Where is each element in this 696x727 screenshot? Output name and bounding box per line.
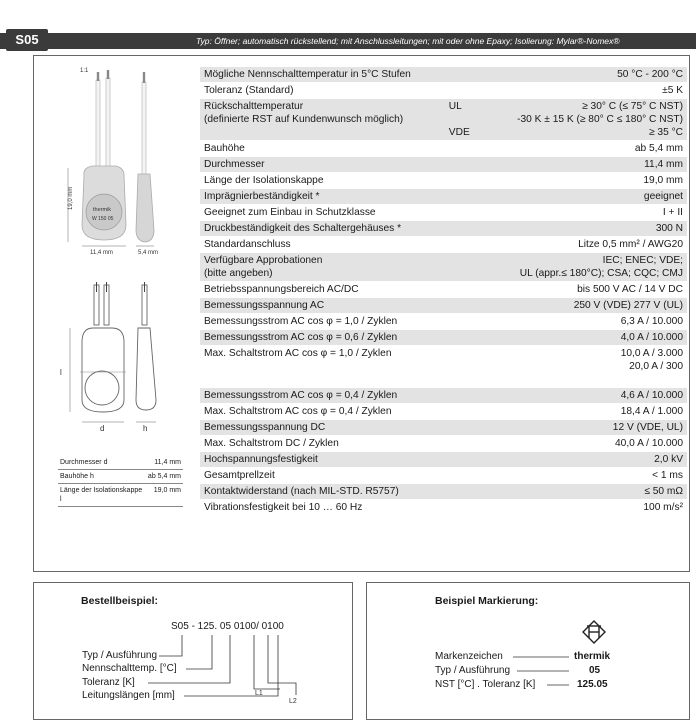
spec-label: Länge der Isolationskappe [204, 175, 324, 186]
spec-label: Vibrationsfestigkeit bei 10 … 60 Hz [204, 502, 363, 513]
spec-row [200, 388, 687, 404]
product-code-badge: S05 [6, 29, 48, 51]
marking-label-brand: Markenzeichen [435, 651, 503, 662]
spec-value: ab 5,4 mm [634, 143, 683, 154]
spec-row [200, 205, 687, 221]
scale-label: 1:1 [80, 68, 89, 74]
spec-label: Verfügbare Approbationen [204, 255, 323, 266]
spec-label: Rückschalttemperatur [204, 101, 304, 112]
spec-value: 40,0 A / 10.000 [615, 438, 683, 449]
spec-row [200, 420, 687, 436]
spec-label: Druckbeständigkeit des Schaltergehäuses * [204, 223, 402, 234]
spec-row [200, 500, 687, 516]
spec-value: 19,0 mm [643, 175, 683, 186]
spec-row [200, 221, 687, 237]
spec-row [200, 298, 687, 314]
spec-value: 10,0 A / 3.000 [620, 348, 683, 359]
marking-value-brand: thermik [574, 651, 611, 662]
spec-row [200, 330, 687, 346]
spec-row [200, 404, 687, 420]
spec-row [200, 468, 687, 484]
dimension-label: Bauhöhe h [58, 470, 146, 484]
spec-value: 100 m/s² [643, 502, 683, 513]
spec-value: geeignet [643, 191, 683, 202]
spec-row [200, 99, 687, 141]
l1-label: L1 [255, 690, 263, 697]
spec-value: 50 °C - 200 °C [617, 69, 683, 80]
order-example-panel [33, 582, 353, 720]
order-line-type: Typ / Ausführung [82, 650, 158, 661]
spec-value: ≤ 50 mΩ [644, 486, 683, 497]
dimension-value: 11,4 mm [146, 456, 183, 470]
marking-leader-lines [367, 583, 691, 721]
marking-label-temperature: NST [°C] . Toleranz [K] [435, 679, 536, 690]
line-drawing [80, 282, 156, 412]
spec-label: Betriebsspannungsbereich AC/DC [204, 284, 359, 295]
dimension-value: 19,0 mm [146, 484, 183, 507]
spec-label: Max. Schaltstrom AC cos φ = 1,0 / Zyklen [204, 348, 392, 359]
spec-row [200, 141, 687, 157]
spec-value: ≥ 35 °C [648, 127, 683, 138]
dimension-label: Durchmesser d [58, 456, 146, 470]
spec-row [200, 189, 687, 205]
spec-label: Kontaktwiderstand (nach MIL-STD. R5757) [204, 486, 399, 497]
spec-value: 18,4 A / 1.000 [620, 406, 683, 417]
dimension-d: d [100, 424, 105, 433]
spec-row [200, 253, 687, 282]
width-dimension: 11,4 mm [90, 250, 113, 256]
spec-row [200, 157, 687, 173]
spec-label: Durchmesser [204, 159, 265, 170]
order-code: S05 - 125. 05 0100/ 0100 [171, 621, 284, 632]
spec-label: Mögliche Nennschalttemperatur in 5°C Stufen [204, 69, 411, 80]
depth-dimension: 5,4 mm [138, 250, 159, 256]
spec-value: 11,4 mm [644, 159, 683, 170]
spec-value: ±5 K [662, 85, 683, 96]
technical-drawing [38, 60, 188, 520]
spec-label: Bauhöhe [204, 143, 245, 154]
l2-label: L2 [289, 698, 297, 705]
spec-row [200, 83, 687, 99]
spec-value: UL (appr.≤ 180°C); CSA; CQC; CMJ [519, 268, 683, 279]
part-imprint: W 150 05 [92, 216, 114, 222]
spec-label: Bemessungsstrom AC cos φ = 0,4 / Zyklen [204, 390, 398, 401]
height-dimension: 19,0 mm [68, 186, 74, 210]
spec-value: 6,3 A / 10.000 [620, 316, 683, 327]
dimension-l: l [60, 368, 62, 377]
spec-label-note: (definierte RST auf Kundenwunsch möglich) [204, 114, 404, 125]
spec-value: IEC; ENEC; VDE; [602, 255, 683, 266]
dimension-row [58, 456, 183, 470]
product-subtitle: Typ: Öffner; automatisch rückstellend; mit Anschlussleitungen; mit oder ohne Epaxy; Isolierung: Mylar®-Nomex® [196, 36, 620, 46]
spec-standard-vde: VDE [448, 127, 470, 138]
spec-value: 20,0 A / 300 [629, 361, 683, 372]
spec-value: 2,0 kV [654, 454, 683, 465]
dimension-value: ab 5,4 mm [146, 470, 183, 484]
marking-value-type: 05 [589, 665, 601, 676]
spec-label-note: (bitte angeben) [204, 268, 273, 279]
spec-label: Max. Schaltstrom DC / Zyklen [204, 438, 339, 449]
spec-value: bis 500 V AC / 14 V DC [577, 284, 683, 295]
order-connector-lines [34, 583, 354, 721]
spec-label: Bemessungsspannung AC [204, 300, 325, 311]
spec-standard-ul: UL [448, 101, 462, 112]
spec-value: 300 N [655, 223, 683, 234]
order-example-title: Bestellbeispiel: [81, 595, 159, 607]
drawing-svg [38, 60, 188, 455]
marking-example-title: Beispiel Markierung: [435, 595, 539, 607]
spec-label: Bemessungsstrom AC cos φ = 1,0 / Zyklen [204, 316, 398, 327]
spec-value: 4,0 A / 10.000 [620, 332, 683, 343]
marking-label-type: Typ / Ausführung [435, 665, 511, 676]
marking-value-temperature: 125.05 [577, 679, 608, 690]
spec-row [200, 237, 687, 253]
order-line-temperature: Nennschalttemp. [°C] [82, 663, 177, 674]
spec-value: 4,6 A / 10.000 [620, 390, 683, 401]
front-view-drawing [82, 70, 126, 240]
spec-value: < 1 ms [652, 470, 683, 481]
marking-example-panel [366, 582, 690, 720]
spec-label: Max. Schaltstrom AC cos φ = 0,4 / Zyklen [204, 406, 392, 417]
spec-row [200, 346, 687, 388]
spec-label: Standardanschluss [204, 239, 291, 250]
spec-label: Bemessungsspannung DC [204, 422, 326, 433]
order-line-cable-length: Leitungslängen [mm] [82, 690, 175, 701]
dimension-table [58, 456, 183, 507]
spec-row [200, 436, 687, 452]
spec-label: Bemessungsstrom AC cos φ = 0,6 / Zyklen [204, 332, 398, 343]
spec-value: I + II [662, 207, 683, 218]
spec-row [200, 67, 687, 83]
spec-value: ≥ 30° C (≤ 75° C NST) [582, 101, 683, 112]
spec-label: Imprägnierbeständigkeit * [204, 191, 320, 202]
spec-value: 12 V (VDE, UL) [612, 422, 683, 433]
spec-row [200, 282, 687, 298]
spec-label: Gesamtprellzeit [204, 470, 275, 481]
spec-row [200, 452, 687, 468]
order-line-tolerance: Toleranz [K] [82, 677, 135, 688]
brand-imprint: thermik [93, 207, 112, 213]
dimension-row [58, 484, 183, 507]
spec-value: -30 K ± 15 K (≥ 80° C ≤ 180° C NST) [517, 114, 683, 125]
side-view-drawing [136, 72, 154, 242]
spec-table [200, 67, 687, 516]
spec-label: Hochspannungsfestigkeit [204, 454, 318, 465]
spec-row [200, 314, 687, 330]
spec-label: Toleranz (Standard) [204, 85, 294, 96]
spec-row [200, 484, 687, 500]
spec-row [200, 173, 687, 189]
dimension-row [58, 470, 183, 484]
dimension-label: Länge der Isolationskappe l [58, 484, 146, 507]
spec-value: 250 V (VDE) 277 V (UL) [573, 300, 683, 311]
dimension-h: h [143, 424, 148, 433]
spec-value: Litze 0,5 mm² / AWG20 [578, 239, 683, 250]
spec-label: Geeignet zum Einbau in Schutzklasse [204, 207, 376, 218]
